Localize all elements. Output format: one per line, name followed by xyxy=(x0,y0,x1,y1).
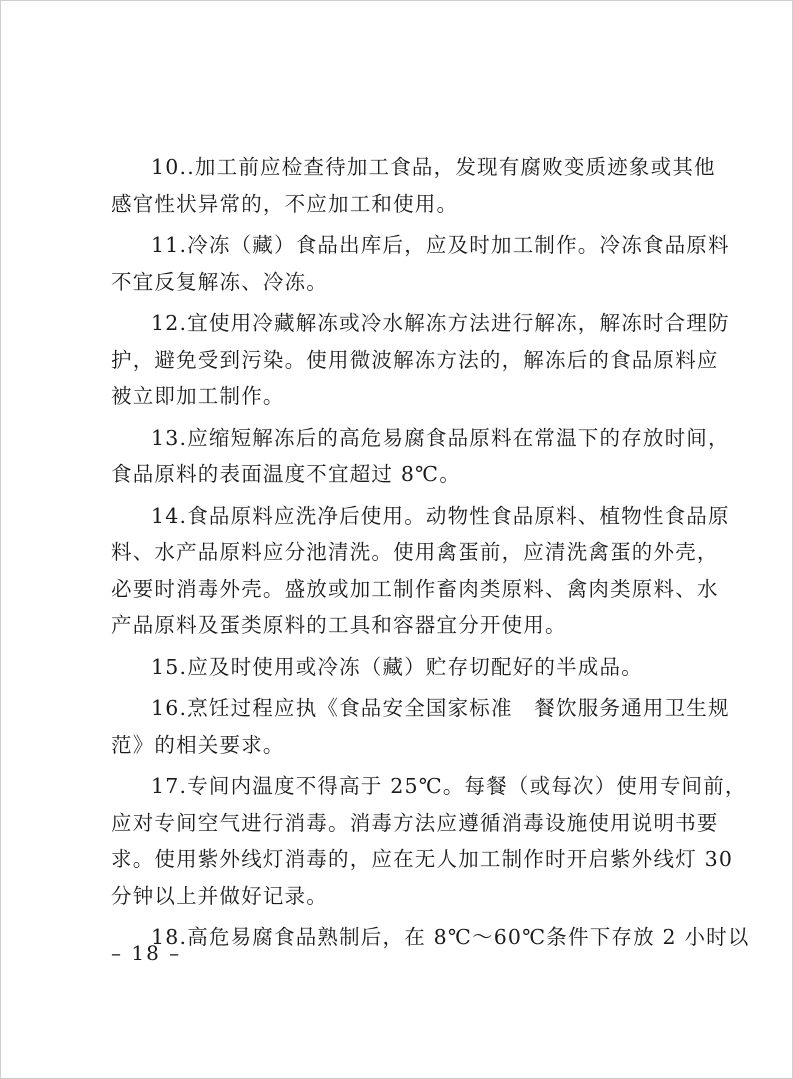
document-body xyxy=(111,149,750,961)
paragraph-line: 求。使用紫外线灯消毒的，应在无人加工制作时开启紫外线灯 30 xyxy=(111,847,734,871)
paragraph-14 xyxy=(111,498,730,644)
paragraph-line: 应对专间空气进行消毒。消毒方法应遵循消毒设施使用说明书要 xyxy=(111,810,719,835)
paragraph-line: 感官性状异常的，不应加工和使用。 xyxy=(111,191,459,216)
paragraph-line: 12.宜使用冷藏解冻或冷水解冻方法进行解冻，解冻时合理防 xyxy=(151,311,730,335)
paragraph-12 xyxy=(111,305,730,415)
paragraph-line: 14.食品原料应洗净后使用。动物性食品原料、植物性食品原 xyxy=(151,503,730,528)
paragraph-15 xyxy=(111,649,686,686)
paragraph-line: 18.高危易腐食品熟制后，在 8℃～60℃条件下存放 2 小时以 xyxy=(151,925,750,949)
paragraph-line: 护，避免受到污染。使用微波解冻方法的，解冻后的食品原料应 xyxy=(111,347,719,372)
paragraph-line: 13.应缩短解冻后的高危易腐食品原料在常温下的存放时间， xyxy=(151,425,730,450)
paragraph-17 xyxy=(111,768,747,914)
paragraph-line: 11.冷冻（藏）食品出库后，应及时加工制作。冷冻食品原料 xyxy=(151,233,730,257)
paragraph-18 xyxy=(111,919,750,956)
paragraph-line: 被立即加工制作。 xyxy=(111,384,285,408)
page-number: – 18 – xyxy=(111,941,182,965)
paragraph-line: 15.应及时使用或冷冻（藏）贮存切配好的半成品。 xyxy=(151,654,643,679)
paragraph-line: 食品原料的表面温度不宜超过 8℃。 xyxy=(111,462,461,486)
paragraph-11 xyxy=(111,227,730,300)
paragraph-line: 料、水产品原料应分池清洗。使用禽蛋前，应清洗禽蛋的外壳， xyxy=(111,540,719,564)
paragraph-line: 分钟以上并做好记录。 xyxy=(111,883,328,908)
paragraph-line: 10..加工前应检查待加工食品，发现有腐败变质迹象或其他 xyxy=(151,155,716,179)
paragraph-line: 必要时消毒外壳。盛放或加工制作畜肉类原料、禽肉类原料、水 xyxy=(111,576,719,601)
paragraph-line: 产品原料及蛋类原料的工具和容器宜分开使用。 xyxy=(111,613,567,637)
paragraph-16 xyxy=(111,690,730,763)
paragraph-line: 17.专间内温度不得高于 25℃。每餐（或每次）使用专间前， xyxy=(151,774,747,798)
paragraph-line: 16.烹饪过程应执《食品安全国家标准 餐饮服务通用卫生规 xyxy=(151,696,730,720)
paragraph-10 xyxy=(111,149,716,222)
paragraph-line: 不宜反复解冻、冷冻。 xyxy=(111,269,328,294)
paragraph-line: 范》的相关要求。 xyxy=(111,732,285,757)
paragraph-13 xyxy=(111,420,730,493)
